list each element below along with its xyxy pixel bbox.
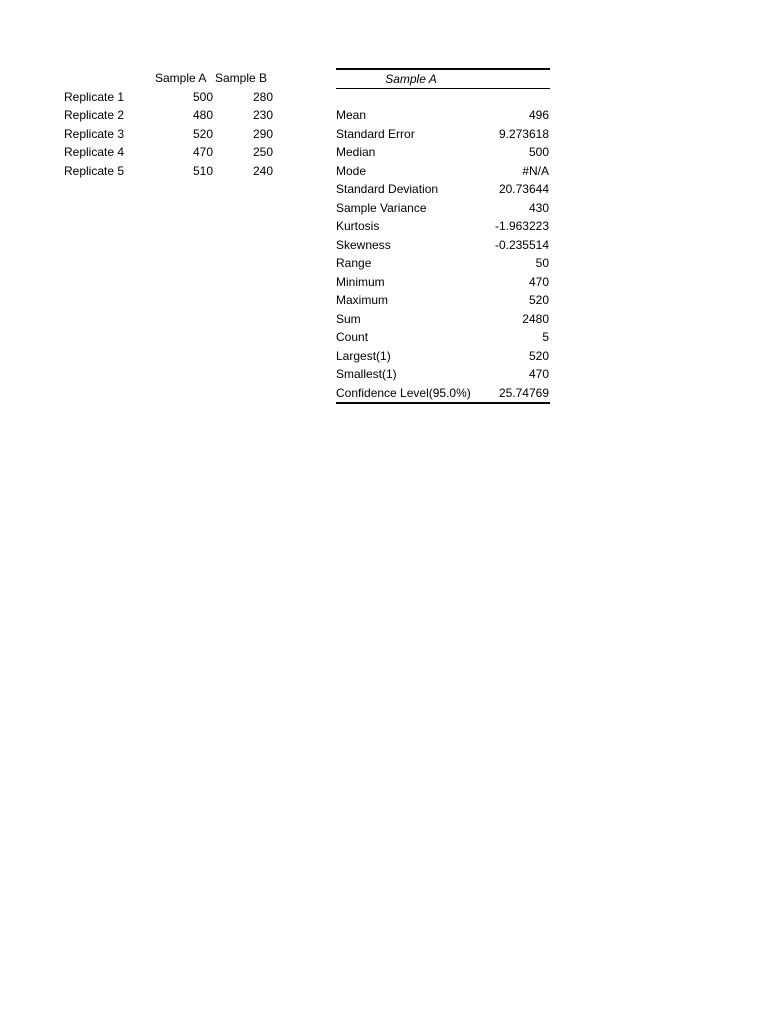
stat-value: -0.235514 xyxy=(494,237,549,252)
stat-label: Skewness xyxy=(336,237,391,252)
stat-value: #N/A xyxy=(522,163,549,178)
stat-label: Minimum xyxy=(336,274,385,289)
stat-label: Sum xyxy=(336,311,361,326)
stat-value: 520 xyxy=(528,348,549,363)
stat-value: 25.74769 xyxy=(498,385,549,400)
header-sample-a: Sample A xyxy=(155,71,207,85)
stats-row-sum xyxy=(336,310,550,329)
stat-value: 496 xyxy=(528,108,549,122)
stats-row-standard-deviation xyxy=(336,180,550,199)
replicate-label: Replicate 2 xyxy=(64,108,125,122)
stats-row-mean xyxy=(336,106,550,125)
sample-b-value: 280 xyxy=(252,89,273,104)
stat-value: 470 xyxy=(528,367,549,381)
replicate-data-table xyxy=(64,69,276,180)
stat-value: 50 xyxy=(535,256,549,270)
stats-row-kurtosis xyxy=(336,217,550,236)
stat-value: 9.273618 xyxy=(498,126,549,141)
table-row xyxy=(64,143,276,162)
stats-spacer xyxy=(336,89,550,106)
table-row xyxy=(64,88,276,107)
stats-row-skewness xyxy=(336,236,550,255)
table-row xyxy=(64,125,276,144)
sample-b-value: 230 xyxy=(252,108,273,122)
stats-row-mode xyxy=(336,162,550,181)
stat-label: Largest(1) xyxy=(336,348,391,363)
replicate-label: Replicate 5 xyxy=(64,163,125,178)
header-sample-b: Sample B xyxy=(215,71,268,85)
stat-value: 2480 xyxy=(522,311,549,326)
sample-b-value: 240 xyxy=(252,163,273,178)
replicate-label: Replicate 3 xyxy=(64,126,125,141)
stat-value: 470 xyxy=(528,274,549,289)
data-table-header-row xyxy=(64,69,276,88)
replicate-label: Replicate 1 xyxy=(64,89,125,104)
stats-row-confidence-level xyxy=(336,384,550,405)
stats-row-count xyxy=(336,328,550,347)
stat-label: Maximum xyxy=(336,293,389,307)
stat-value: -1.963223 xyxy=(494,219,549,233)
stat-label: Confidence Level(95.0%) xyxy=(336,385,471,400)
stat-value: 430 xyxy=(528,200,549,215)
stat-label: Range xyxy=(336,256,372,270)
sample-b-value: 250 xyxy=(252,145,273,159)
stat-label: Smallest(1) xyxy=(336,367,397,381)
stat-label: Standard Error xyxy=(336,126,415,141)
stat-label: Count xyxy=(336,330,369,344)
sample-a-value: 480 xyxy=(192,108,213,122)
stats-row-maximum xyxy=(336,291,550,310)
sample-a-value: 500 xyxy=(192,89,213,104)
stat-label: Mean xyxy=(336,108,367,122)
stat-label: Kurtosis xyxy=(336,219,380,233)
stats-row-standard-error xyxy=(336,125,550,144)
stats-row-smallest xyxy=(336,365,550,384)
stat-value: 500 xyxy=(528,145,549,159)
stat-label: Standard Deviation xyxy=(336,182,439,196)
stats-row-sample-variance xyxy=(336,199,550,218)
stats-row-median xyxy=(336,143,550,162)
stat-value: 520 xyxy=(528,293,549,307)
replicate-label: Replicate 4 xyxy=(64,145,125,159)
sample-a-value: 510 xyxy=(192,163,213,178)
stat-label: Sample Variance xyxy=(336,200,427,215)
stats-row-largest xyxy=(336,347,550,366)
sample-b-value: 290 xyxy=(252,126,273,141)
descriptive-statistics-table xyxy=(336,68,550,404)
stat-value: 20.73644 xyxy=(498,182,549,196)
stats-row-range xyxy=(336,254,550,273)
stat-value: 5 xyxy=(542,330,549,344)
table-row xyxy=(64,162,276,181)
stat-label: Median xyxy=(336,145,376,159)
sample-a-value: 470 xyxy=(192,145,213,159)
table-row xyxy=(64,106,276,125)
stats-row-minimum xyxy=(336,273,550,292)
stats-title: Sample A xyxy=(336,68,550,89)
sample-a-value: 520 xyxy=(192,126,213,141)
stat-label: Mode xyxy=(336,163,367,178)
